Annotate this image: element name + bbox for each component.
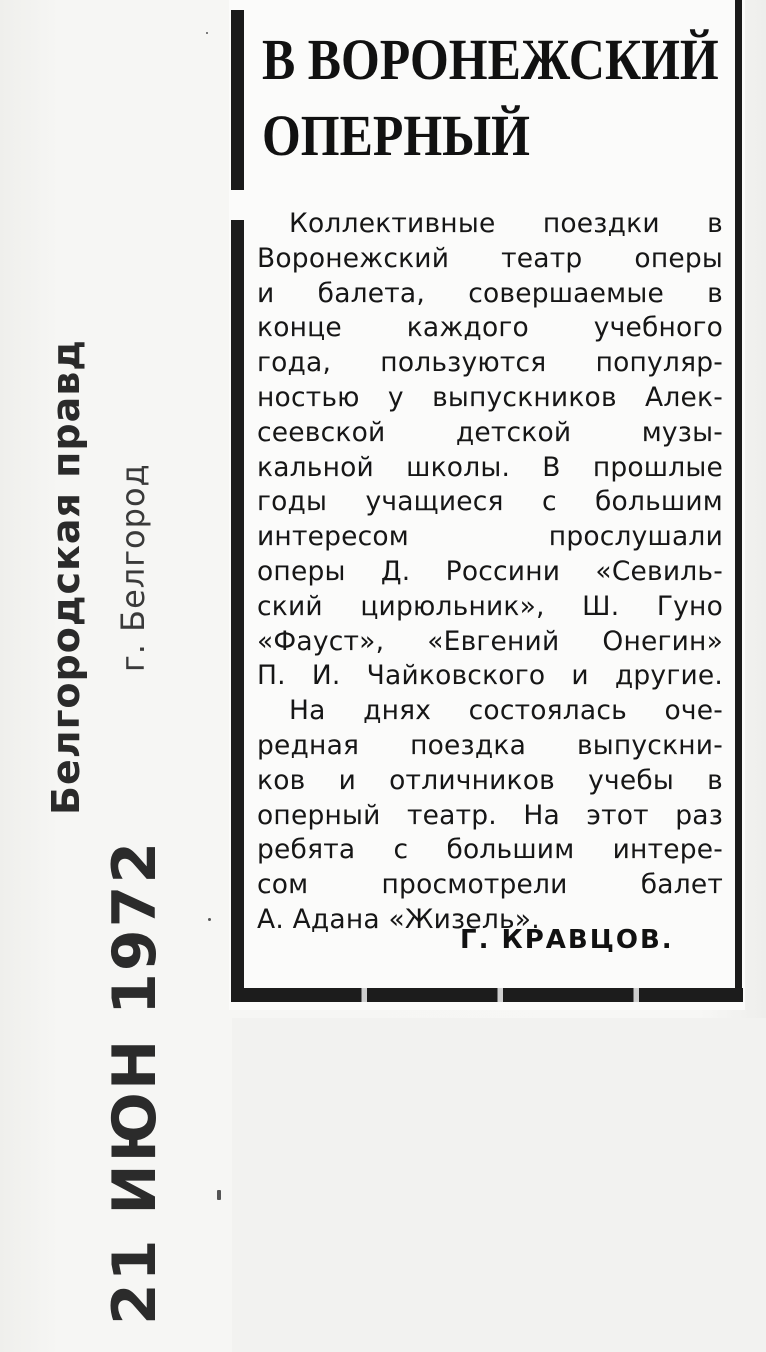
article-line: На днях состоялась оче- bbox=[289, 695, 723, 727]
article-line: «Фауст», «Евгений Онегин» bbox=[257, 625, 723, 657]
article-byline: Г. КРАВЦОВ. bbox=[460, 925, 674, 955]
article-line: ребята с большим интере- bbox=[257, 834, 723, 866]
article-line: А. Адана «Жизель». bbox=[257, 903, 540, 935]
newspaper-city-note: г. Белгород bbox=[114, 463, 152, 672]
article-line: сом просмотрели балет bbox=[257, 869, 723, 901]
title-left-rule bbox=[231, 10, 244, 190]
article-line: годы учащиеся с большим bbox=[257, 486, 723, 518]
bottom-rule bbox=[231, 988, 743, 1002]
article-line: П. И. Чайковского и другие. bbox=[257, 660, 723, 692]
article-line: редная поездка выпускни- bbox=[257, 729, 723, 761]
article-headline bbox=[262, 22, 744, 174]
article-line: конце каждого учебного bbox=[257, 312, 723, 344]
newspaper-name-note: Белгородская правд bbox=[44, 339, 88, 815]
headline-line: В ВОРОНЕЖСКИЙ bbox=[262, 27, 719, 92]
article-line: ский цирюльник», Ш. Гуно bbox=[257, 590, 723, 622]
scan-speck bbox=[208, 918, 211, 921]
article-line: оперы Д. Россини «Севиль- bbox=[257, 555, 723, 587]
article-body bbox=[257, 207, 723, 938]
article-line: кальной школы. В прошлые bbox=[257, 451, 723, 483]
article-line: интересом прослушали bbox=[257, 521, 723, 553]
article-line: Воронежский театр оперы bbox=[257, 242, 723, 274]
article-line: и балета, совершаемые в bbox=[257, 277, 723, 309]
article-line: года, пользуются популяр- bbox=[257, 347, 723, 379]
scan-speck bbox=[206, 32, 208, 34]
body-left-rule bbox=[231, 220, 244, 995]
headline-line: ОПЕРНЫЙ bbox=[262, 103, 530, 168]
article-line: ков и отличников учебы в bbox=[257, 764, 723, 796]
date-stamp: 21 ИЮН 1972 bbox=[100, 839, 170, 1325]
article-line: ностью у выпускников Алек- bbox=[257, 381, 723, 413]
scan-speck bbox=[217, 1190, 221, 1200]
lower-paper-area bbox=[232, 1018, 766, 1352]
article-line: оперный театр. На этот раз bbox=[257, 799, 723, 831]
article-line: сеевской детской музы- bbox=[257, 416, 723, 448]
article-line: Коллективные поездки в bbox=[289, 208, 723, 239]
